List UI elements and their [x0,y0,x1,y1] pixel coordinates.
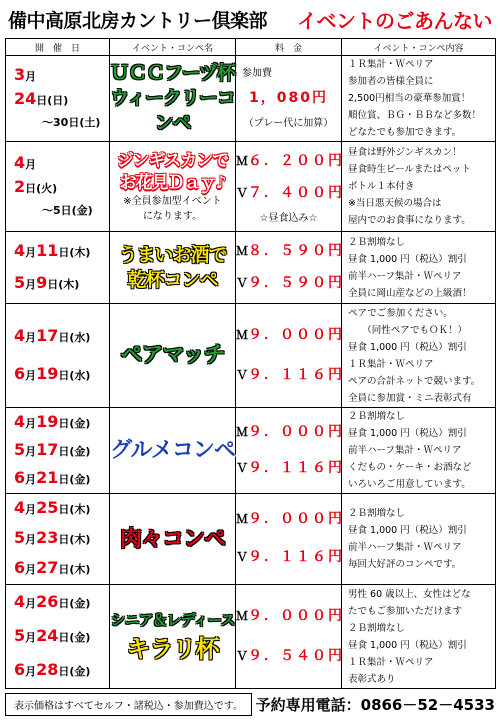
event-description: ２Ｂ割増なし 昼食 1,000 円（税込）割引 前半ハーフ集計・Ｗペリア 全員に岡山産などの上級酒！ [342,232,496,304]
table-row [6,142,496,232]
event-name: ジンギスカンで お花見Ｄａｙ♪ ※全員参加型イベント になります。 [110,142,236,232]
table-header-row [6,39,496,56]
event-fee: Ｍ９．０００円 Ｖ９．１１６円 [236,408,342,494]
event-dates: 4月26日(金) 5月24日(金) 6月28日(金) [6,585,110,689]
event-description: ペアでご参加ください。 （同性ペアでもＯＫ！） 昼食 1,000 円（税込）割引 １Ｒ集計・Ｗペリア ペアの合計ネットで競います。 全員に参加賞・ミニ表彰式有 [342,304,496,408]
event-dates: 4月19日(金) 5月17日(金) 6月21日(金) [6,408,110,494]
event-description: 男性 60 歳以上、女性はどな たでもご参加いただけます ２Ｂ割増なし 昼食 1,000 円（税込）割引 １Ｒ集計・Ｗペリア 表彰式あり [342,585,496,689]
event-fee: Ｍ８．５９０円 Ｖ９．５９０円 [236,232,342,304]
event-name: グルメコンペ [110,408,236,494]
month: 3 [14,64,26,84]
column-header-date: 開 催 日 [6,39,110,56]
event-dates: 4月11日(木) 5月9日(木) [6,232,110,304]
header [8,4,492,34]
event-schedule-table [5,38,496,689]
event-fee: Ｍ９．０００円 Ｖ９．１１６円 [236,304,342,408]
column-header-name: イベント・コンペ名 [110,39,236,56]
page-title: イベントのごあんない [297,8,492,33]
day: 24 [14,88,37,108]
event-name: うまいお酒で 乾杯コンペ [110,232,236,304]
table-row [6,494,496,585]
event-dates: 3月 24日(日) 〜30日(土) [6,56,110,142]
table-row [6,585,496,689]
table-row [6,56,496,142]
event-description: １Ｒ集計・Ｗペリア 参加者の皆様全員に 2,500円相当の豪華参加賞！ 順位賞、ＢＧ・ＢＢなど多数！ どなたでも参加できます。 [342,56,496,142]
price-note: 表示価格はすべてセルフ・諸税込・参加費込です。 [5,693,252,716]
fee-amount: 1，080円 [249,89,328,106]
table-row [6,232,496,304]
event-name: ＵＣＣフーヅ杯 ウィークリーコンペ [110,56,236,142]
event-description: ２Ｂ割増なし 昼食 1,000 円（税込）割引 前半ハーフ集計・Ｗペリア くだもの・ケーキ・お酒など いろいろご用意しています。 [342,408,496,494]
event-dates: 4月 2日(火) 〜5日(金) [6,142,110,232]
footer [5,690,495,718]
table-row [6,304,496,408]
event-fee: Ｍ９．０００円 Ｖ９．５４０円 [236,585,342,689]
club-name: 備中高原北房カントリー倶楽部 [8,9,268,32]
event-name: ペアマッチ [110,304,236,408]
column-header-desc: イベント・コンペ内容 [342,39,496,56]
event-dates: 4月17日(水) 6月19日(水) [6,304,110,408]
event-fee: 参加費 1，080円 （プレー代に加算） [236,56,342,142]
event-name: 肉々コンペ [110,494,236,585]
event-description: 昼食は野外ジンギスカン！ 昼食時生ビールまたはペット ボトル１本付き ※当日悪天候の場合は 屋内でのお食事になります。 [342,142,496,232]
event-description: ２Ｂ割増なし 昼食 1,000 円（税込）割引 前半ハーフ集計・Ｗペリア 毎回大好評のコンペです。 [342,494,496,585]
event-fee: Ｍ６．２００円 Ｖ７．４００円 ☆昼食込み☆ [236,142,342,232]
column-header-fee: 料 金 [236,39,342,56]
reservation-phone: 予約専用電話：0866－52－4533 [255,695,495,714]
event-fee: Ｍ９．０００円 Ｖ９．１１６円 [236,494,342,585]
event-dates: 4月25日(木) 5月23日(木) 6月27日(木) [6,494,110,585]
table-row [6,408,496,494]
day-range-end: 〜30 [42,115,69,129]
event-name: シニア＆レディース キラリ杯 [110,585,236,689]
